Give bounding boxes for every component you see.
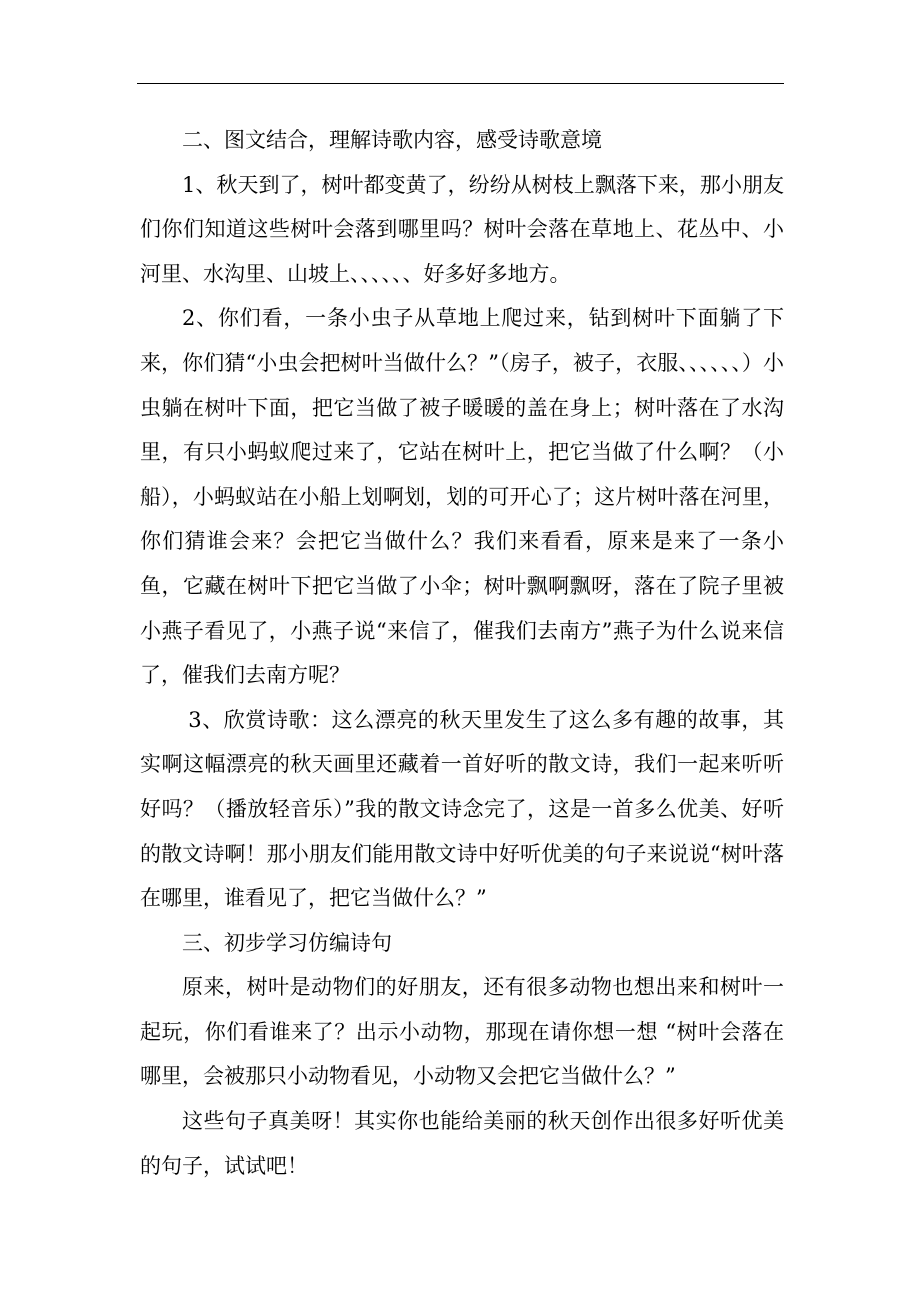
paragraph-closing: 这些句子真美呀！其实你也能给美丽的秋天创作出很多好听优美的句子，试试吧！ xyxy=(140,1109,784,1178)
paragraph-step-3: 3、欣赏诗歌：这么漂亮的秋天里发生了这么多有趣的故事，其实啊这幅漂亮的秋天画里还藏着一首好听的散文诗，我们一起来听听好吗？（播放轻音乐）”我的散文诗念完了，这是一首多么优美、好听的散文诗啊！那小朋友们能用散文诗中好听优美的句子来说说“树叶落在哪里，谁看见了，把它当做什么？” xyxy=(140,707,784,911)
section-heading-2: 二、图文结合，理解诗歌内容，感受诗歌意境 xyxy=(182,128,602,152)
paragraph-imitation: 原来，树叶是动物们的好朋友，还有很多动物也想出来和树叶一起玩，你们看谁来了？出示小动物，那现在请你想一想 “树叶会落在哪里，会被那只小动物看见，小动物又会把它当做什么？” xyxy=(140,975,784,1089)
section-heading-3: 三、初步学习仿编诗句 xyxy=(182,930,392,955)
paragraph-step-2: 2、你们看，一条小虫子从草地上爬过来，钻到树叶下面躺了下来，你们猜“小虫会把树叶当做什么？”（房子，被子，衣服、、、、、、）小虫躺在树叶下面，把它当做了被子暖暖的盖在身上；树叶落在了水沟里，有只小蚂蚁爬过来了，它站在树叶上，把它当做了什么啊？（小船），小蚂蚁站在小船上划啊划，划的可开心了；这片树叶落在河里，你们猜谁会来？会把它当做什么？我们来看看，原来是来了一条小鱼，它藏在树叶下把它当做了小伞；树叶飘啊飘呀，落在了院子里被小燕子看见了，小燕子说“来信了，催我们去南方”燕子为什么说来信了，催我们去南方呢？ xyxy=(140,306,784,688)
document-body xyxy=(140,118,784,1188)
header-divider xyxy=(137,83,784,84)
paragraph-step-1: 1、秋天到了，树叶都变黄了，纷纷从树枝上飘落下来，那小朋友们你们知道这些树叶会落到哪里吗？树叶会落在草地上、花丛中、小河里、水沟里、山坡上、、、、、、好多好多地方。 xyxy=(140,172,784,286)
